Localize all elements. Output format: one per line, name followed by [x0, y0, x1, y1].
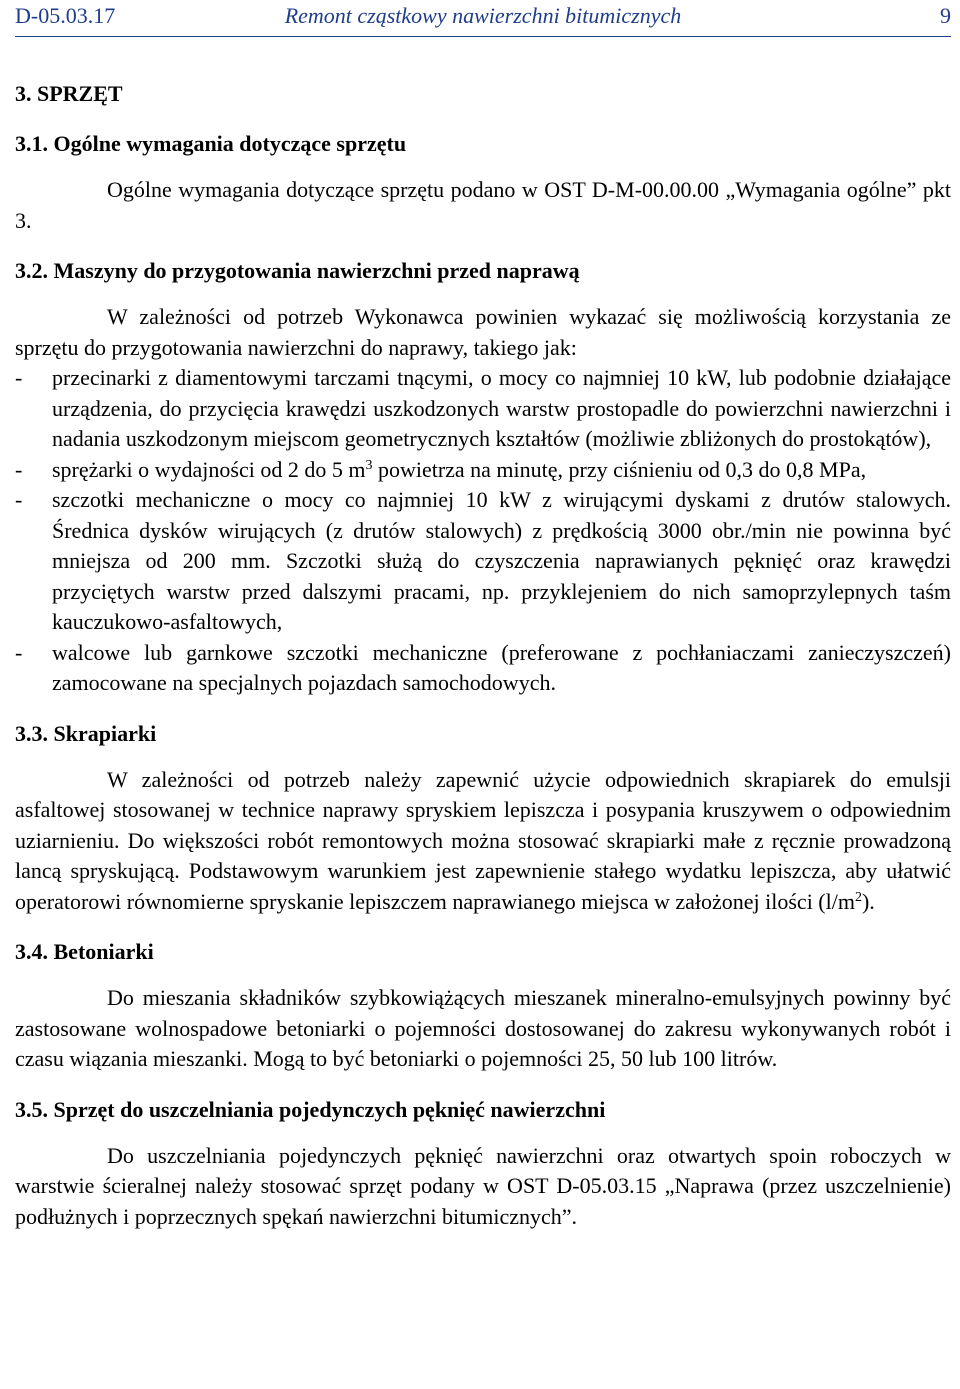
page-header	[15, 0, 951, 37]
section-3-4	[15, 937, 951, 1075]
list-item	[15, 363, 951, 455]
list-item-text: przecinarki z diamentowymi tarczami tnącymi, o mocy co najmniej 10 kW, lub podobnie działające urządzenia, do przycięcia krawędzi uszkodzonych warstw prostopadle do powierzchni nawierzchni i nadania uszkodzonym miejscom geometrycznych kształtów (możliwie zbliżonych do prostokątów),	[52, 365, 951, 451]
dash-bullet: -	[15, 487, 23, 512]
list-item	[15, 638, 951, 699]
paragraph-text-part: W zależności od potrzeb należy zapewnić użycie odpowiednich skrapiarek do emulsji asfaltowej stosowanej w technice naprawy spryskiem lepiszcza i posypania kruszywem o odpowiednim uziarnieniu. Do większości robót remontowych można stosować skrapiarki małe z ręcznie prowadzoną lancą spryskującą. Podstawowym warunkiem jest zapewnienie stałego wydatku lepiszcza, aby ułatwić operatorowi równomierne spryskanie lepiszczem naprawianego miejsca w założonej ilości (l/m	[15, 766, 951, 914]
header-title: Remont cząstkowy nawierzchni bitumicznych	[284, 3, 682, 28]
list-item-text	[52, 457, 866, 482]
section-3-5	[15, 1095, 951, 1233]
section-3-1-text: Ogólne wymagania dotyczące sprzętu podano w OST D-M-00.00.00 „Wymagania ogólne” pkt 3.	[15, 177, 951, 233]
list-item-text-part: sprężarki o wydajności od 2 do 5 m	[52, 456, 366, 482]
list-item-text: walcowe lub garnkowe szczotki mechaniczne (preferowane z pochłaniaczami zanieczyszczeń) zamocowane na specjalnych pojazdach samochodowych.	[52, 639, 951, 695]
section-3-4-title: 3.4. Betoniarki	[15, 939, 154, 964]
section-3-1	[15, 129, 951, 236]
section-3-2-title: 3.2. Maszyny do przygotowania nawierzchni przed naprawą	[15, 258, 580, 283]
page-number: 9	[940, 3, 951, 28]
section-3-2	[15, 256, 951, 699]
section-3-3-title: 3.3. Skrapiarki	[15, 720, 157, 746]
section-3-1-title: 3.1. Ogólne wymagania dotyczące sprzętu	[15, 131, 407, 156]
section-3-2-intro: W zależności od potrzeb Wykonawca powinien wykazać się możliwością korzystania ze sprzętu do przygotowania nawierzchni do naprawy, takiego jak:	[15, 304, 951, 360]
paragraph-text-part: ).	[861, 888, 875, 914]
list-item	[15, 455, 951, 486]
dash-bullet: -	[15, 639, 23, 665]
section-3-5-title: 3.5. Sprzęt do uszczelniania pojedynczych pęknięć nawierzchni	[15, 1096, 606, 1122]
spec-code: D-05.03.17	[15, 3, 116, 28]
section-3-3-text	[15, 765, 951, 918]
list-item-text: szczotki mechaniczne o mocy co najmniej 10 kW z wirującymi dyskami z drutów stalowych. Średnica dysków wirujących (z drutów stalowych) z prędkością 3000 obr./min nie powinna być mniejsza od 200 mm. Szczotki służą do czyszczenia naprawianych pęknięć oraz krawędzi przyciętych warstw przed dalszymi pracami, np. przyklejeniem do nich samoprzylepnych taśm kauczukowo-asfaltowych,	[52, 487, 951, 634]
document-page	[15, 0, 951, 1232]
equipment-list	[15, 363, 951, 699]
superscript: 3	[365, 457, 373, 473]
section-3-5-text: Do uszczelniania pojedynczych pęknięć nawierzchni oraz otwartych spoin roboczych w warstwie ścieralnej należy stosować sprzęt podany w OST D-05.03.15 „Naprawa (przez uszczelnienie) podłużnych i poprzecznych spękań nawierzchni bitumicznych”.	[15, 1142, 951, 1229]
section-3-3	[15, 719, 951, 918]
dash-bullet: -	[15, 456, 23, 482]
superscript: 2	[854, 889, 862, 905]
chapter-title: 3. SPRZĘT	[15, 81, 123, 106]
list-item	[15, 485, 951, 638]
section-3-4-text: Do mieszania składników szybkowiążących mieszanek mineralno-emulsyjnych powinny być zastosowane wolnospadowe betoniarki o pojemności dostosowanej do zakresu wykonywanych robót i czasu wiązania mieszanki. Mogą to być betoniarki o pojemności 25, 50 lub 100 litrów.	[15, 985, 951, 1071]
list-item-text-part: powietrza na minutę, przy ciśnieniu od 0,3 do 0,8 MPa,	[372, 456, 867, 482]
dash-bullet: -	[15, 365, 23, 390]
